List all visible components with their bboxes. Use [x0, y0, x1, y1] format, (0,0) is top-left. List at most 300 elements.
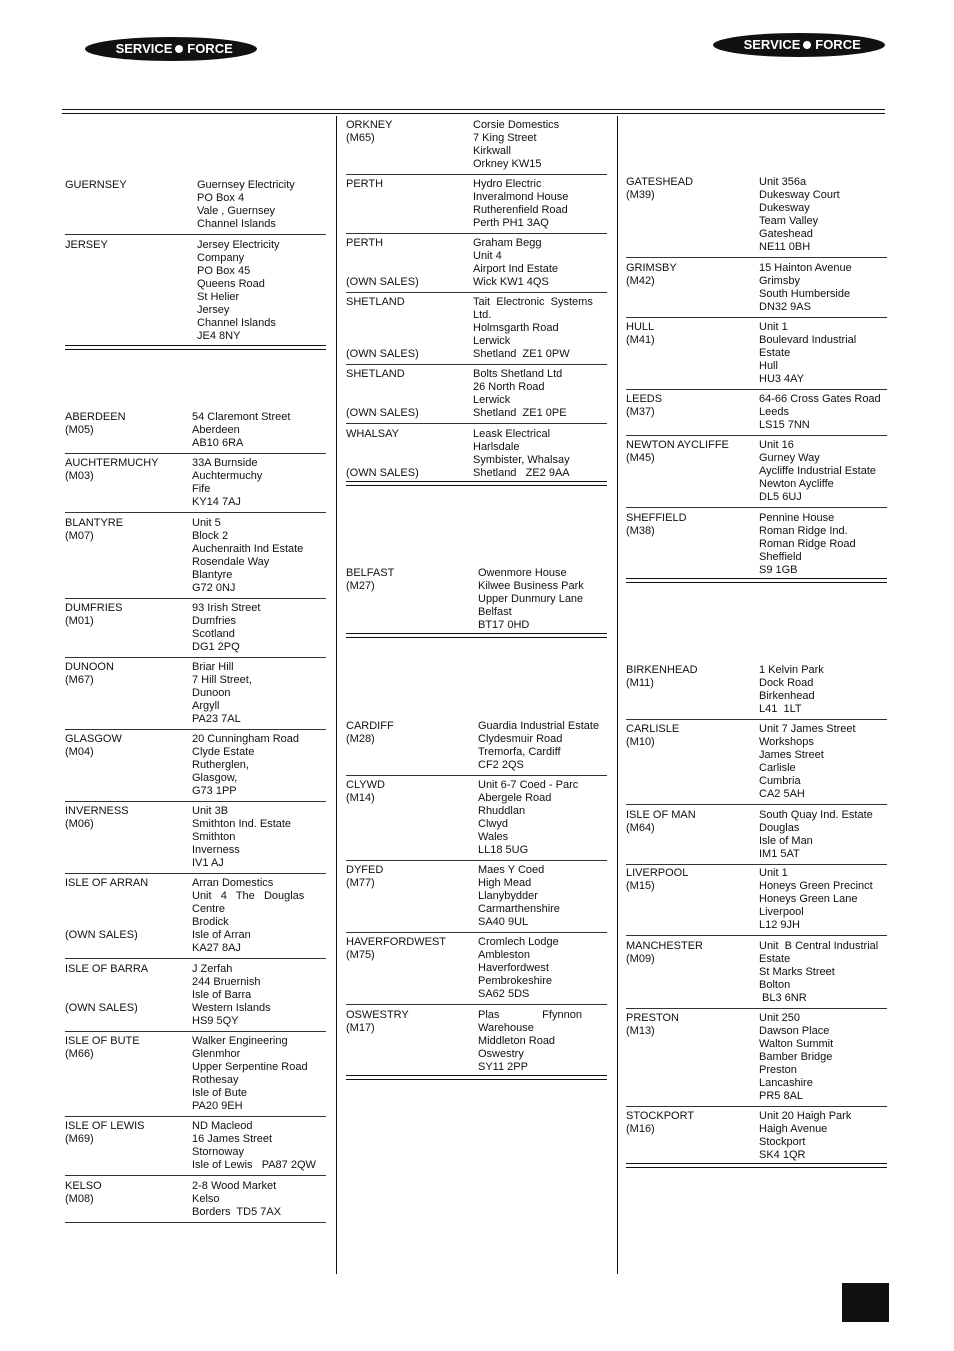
address-line: Airport Ind Estate: [473, 263, 558, 275]
address-line: Brodick: [192, 916, 229, 928]
svg-text:FORCE: FORCE: [187, 41, 233, 56]
entry-code: (M13): [626, 1025, 655, 1037]
entry-address: [192, 805, 291, 870]
address-line: Sheffield: [759, 551, 802, 563]
address-line: Tait Electronic Systems: [473, 296, 593, 308]
address-line: Belfast: [478, 606, 512, 618]
address-line: Jersey Electricity: [197, 239, 280, 251]
entry-own-sales: (OWN SALES): [346, 348, 419, 360]
address-line: 20 Cunningham Road: [192, 733, 300, 745]
address-line: Cromlech Lodge: [478, 936, 559, 948]
entry-city: ORKNEY: [346, 119, 393, 131]
address-line: JE4 8NY: [197, 330, 241, 342]
entry-address: [478, 567, 584, 632]
address-line: Tremorfa, Cardiff: [478, 746, 561, 758]
entry-separator: [346, 775, 607, 776]
address-line: Dumfries: [192, 615, 237, 627]
address-line: Unit 4 The Douglas: [192, 890, 305, 902]
entry-own-sales: (OWN SALES): [346, 467, 419, 479]
address-line: Carmarthenshire: [478, 903, 560, 915]
entry-city: WHALSAY: [346, 428, 399, 440]
address-line: South Quay Ind. Estate: [759, 809, 873, 821]
address-line: Haverfordwest: [478, 962, 549, 974]
address-line: Pennine House: [759, 512, 835, 524]
address-line: Bolts Shetland Ltd: [473, 368, 563, 380]
address-line: Honeys Green Precinct: [759, 880, 873, 892]
service-force-logo-left: [84, 36, 258, 62]
address-line: KA27 8AJ: [192, 942, 241, 954]
address-line: Guernsey Electricity: [197, 179, 295, 191]
address-line: SA40 9UL: [478, 916, 529, 928]
entry-address: [759, 321, 856, 386]
address-line: Rutherenfield Road: [473, 204, 568, 216]
address-line: Jersey: [197, 304, 230, 316]
entry-code: (M10): [626, 736, 655, 748]
address-line: Workshops: [759, 736, 814, 748]
address-line: Leeds: [759, 406, 789, 418]
address-line: Fife: [192, 483, 211, 495]
entry-address: [478, 864, 560, 929]
address-line: 7 Hill Street,: [192, 674, 252, 686]
address-line: Roman Ridge Ind.: [759, 525, 848, 537]
entry-address: [759, 512, 856, 577]
address-line: Unit 6-7 Coed - Parc: [478, 779, 579, 791]
entry-city: DYFED: [346, 864, 384, 876]
entry-address: [192, 602, 260, 654]
address-line: Kirkwall: [473, 145, 511, 157]
address-line: Ambleston: [478, 949, 530, 961]
entry-separator: [346, 423, 607, 424]
column-divider-1: [336, 116, 337, 1274]
address-line: Unit 4: [473, 250, 502, 262]
entry-code: (M09): [626, 953, 655, 965]
address-line: Centre: [192, 903, 226, 915]
address-line: SK4 1QR: [759, 1149, 806, 1161]
address-line: Upper Dunmury Lane: [478, 593, 584, 605]
entry-city: PRESTON: [626, 1012, 679, 1024]
section-double-rule: [346, 1075, 607, 1080]
entry-code: (M38): [626, 525, 655, 537]
entry-separator: [65, 598, 326, 599]
address-line: Western Islands: [192, 1002, 271, 1014]
entry-address: [759, 176, 840, 254]
entry-code: (M42): [626, 275, 655, 287]
address-line: Newton Aycliffe: [759, 478, 834, 490]
address-line: Inveralmond House: [473, 191, 569, 203]
address-line: DG1 2PQ: [192, 641, 240, 653]
entry-code: (M15): [626, 880, 655, 892]
address-line: Clwyd: [478, 818, 508, 830]
entry-address: [192, 733, 299, 798]
entry-code: (M28): [346, 733, 375, 745]
address-line: Gateshead: [759, 228, 813, 240]
address-line: Oswestry: [478, 1048, 524, 1060]
address-line: Pembrokeshire: [478, 975, 552, 987]
address-line: PO Box 45: [197, 265, 251, 277]
entry-code: (M16): [626, 1123, 655, 1135]
address-line: Hydro Electric: [473, 178, 542, 190]
address-line: Orkney KW15: [473, 158, 542, 170]
entry-separator: [346, 364, 607, 365]
address-line: Dukesway Court: [759, 189, 840, 201]
address-line: Unit 3B: [192, 805, 229, 817]
address-line: IM1 5AT: [759, 848, 800, 860]
address-line: 7 King Street: [473, 132, 537, 144]
address-line: Dock Road: [759, 677, 814, 689]
address-line: LS15 7NN: [759, 419, 810, 431]
address-line: Smithton: [192, 831, 236, 843]
section-double-rule: [346, 633, 607, 638]
entry-city: SHEFFIELD: [626, 512, 687, 524]
entry-separator: [65, 958, 326, 959]
address-line: Estate: [759, 953, 791, 965]
entry-separator: [65, 1116, 326, 1117]
entry-address: [192, 1120, 316, 1172]
entry-city: ISLE OF BUTE: [65, 1035, 140, 1047]
address-line: Inverness: [192, 844, 240, 856]
address-line: 16 James Street: [192, 1133, 273, 1145]
entry-address: [192, 661, 252, 726]
address-line: Block 2: [192, 530, 229, 542]
entry-separator: [346, 932, 607, 933]
entry-address: [192, 1180, 281, 1219]
entry-city: PERTH: [346, 237, 384, 249]
entry-code: (M41): [626, 334, 655, 346]
entry-address: [759, 867, 873, 932]
address-line: Auchenraith Ind Estate: [192, 543, 304, 555]
address-line: Carlisle: [759, 762, 796, 774]
address-line: Isle of Arran: [192, 929, 251, 941]
address-line: 2-8 Wood Market: [192, 1180, 277, 1192]
address-line: S9 1GB: [759, 564, 798, 576]
address-line: Stornoway: [192, 1146, 244, 1158]
entry-city: ISLE OF MAN: [626, 809, 696, 821]
entry-city: BIRKENHEAD: [626, 664, 698, 676]
entry-city: OSWESTRY: [346, 1009, 409, 1021]
entry-code: (M39): [626, 189, 655, 201]
address-line: Shetland ZE2 9AA: [473, 467, 570, 479]
address-line: Rothesay: [192, 1074, 239, 1086]
address-line: Glasgow,: [192, 772, 238, 784]
address-line: Bamber Bridge: [759, 1051, 833, 1063]
entry-separator: [346, 860, 607, 861]
entry-address: [478, 779, 578, 857]
entry-code: (M67): [65, 674, 94, 686]
address-line: Middleton Road: [478, 1035, 556, 1047]
address-line: Estate: [759, 347, 791, 359]
address-line: 33A Burnside: [192, 457, 258, 469]
address-line: Argyll: [192, 700, 220, 712]
address-line: 244 Bruernish: [192, 976, 261, 988]
address-line: Holmsgarth Road: [473, 322, 559, 334]
address-line: Rhuddlan: [478, 805, 526, 817]
address-line: Channel Islands: [197, 317, 276, 329]
entry-city: GATESHEAD: [626, 176, 694, 188]
address-line: Lancashire: [759, 1077, 813, 1089]
address-line: Liverpool: [759, 906, 804, 918]
entry-address: [478, 1009, 582, 1074]
address-line: Warehouse: [478, 1022, 534, 1034]
address-line: Isle of Bute: [192, 1087, 248, 1099]
address-line: SY11 2PP: [478, 1061, 528, 1073]
address-line: Isle of Barra: [192, 989, 252, 1001]
address-line: Dawson Place: [759, 1025, 830, 1037]
address-line: 15 Hainton Avenue: [759, 262, 852, 274]
section-double-rule: [626, 578, 887, 583]
address-line: Dunoon: [192, 687, 231, 699]
entry-separator: [65, 801, 326, 802]
address-line: Corsie Domestics: [473, 119, 560, 131]
entry-city: GRIMSBY: [626, 262, 677, 274]
header-rule-top: [62, 109, 885, 110]
entry-address: [192, 877, 304, 955]
entry-city: CARLISLE: [626, 723, 680, 735]
entry-city: HULL: [626, 321, 655, 333]
address-line: Wick KW1 4QS: [473, 276, 549, 288]
header-rule-bottom: [62, 113, 885, 114]
address-line: DL5 6UJ: [759, 491, 802, 503]
address-line: Smithton Ind. Estate: [192, 818, 292, 830]
entry-city: NEWTON AYCLIFFE: [626, 439, 729, 451]
entry-separator: [626, 864, 887, 865]
address-line: Kelso: [192, 1193, 220, 1205]
address-line: St Helier: [197, 291, 240, 303]
address-line: KY14 7AJ: [192, 496, 241, 508]
entry-code: (M75): [346, 949, 375, 961]
address-line: Stockport: [759, 1136, 806, 1148]
address-line: BT17 0HD: [478, 619, 530, 631]
entry-separator: [346, 1004, 607, 1005]
address-line: Roman Ridge Road: [759, 538, 856, 550]
address-line: Rosendale Way: [192, 556, 270, 568]
entry-city: BLANTYRE: [65, 517, 124, 529]
address-line: Walker Engineering: [192, 1035, 288, 1047]
entry-own-sales: (OWN SALES): [65, 1002, 138, 1014]
entry-code: (M11): [626, 677, 654, 689]
entry-own-sales: (OWN SALES): [346, 276, 419, 288]
address-line: Unit 16: [759, 439, 794, 451]
address-line: Aberdeen: [192, 424, 240, 436]
entry-own-sales: (OWN SALES): [346, 407, 419, 419]
address-line: South Humberside: [759, 288, 851, 300]
address-line: Team Valley: [759, 215, 819, 227]
entry-city: AUCHTERMUCHY: [65, 457, 159, 469]
entry-address: [197, 179, 295, 231]
entry-city: INVERNESS: [65, 805, 129, 817]
entry-city: ISLE OF ARRAN: [65, 877, 149, 889]
address-line: Dukesway: [759, 202, 810, 214]
address-line: Symbister, Whalsay: [473, 454, 570, 466]
entry-city: ISLE OF LEWIS: [65, 1120, 145, 1132]
address-line: Unit 20 Haigh Park: [759, 1110, 852, 1122]
address-line: CA2 5AH: [759, 788, 805, 800]
address-line: PA23 7AL: [192, 713, 241, 725]
address-line: CF2 2QS: [478, 759, 524, 771]
svg-text:SERVICE: SERVICE: [743, 37, 801, 52]
entry-code: (M08): [65, 1193, 94, 1205]
entry-code: (M37): [626, 406, 655, 418]
entry-separator: [626, 804, 887, 805]
address-line: PA20 9EH: [192, 1100, 243, 1112]
entry-address: [473, 368, 567, 420]
entry-address: [759, 262, 852, 314]
entry-code: (M07): [65, 530, 94, 542]
entry-address: [192, 457, 262, 509]
address-line: Scotland: [192, 628, 235, 640]
address-line: Clyde Estate: [192, 746, 255, 758]
address-line: James Street: [759, 749, 824, 761]
address-line: BL3 6NR: [759, 992, 807, 1004]
svg-text:FORCE: FORCE: [815, 37, 861, 52]
entry-code: (M64): [626, 822, 655, 834]
address-line: Bolton: [759, 979, 791, 991]
entry-city: LIVERPOOL: [626, 867, 689, 879]
address-line: Company: [197, 252, 245, 264]
entry-address: [759, 809, 873, 861]
entry-separator: [626, 1106, 887, 1107]
page-number-tab: [842, 1283, 889, 1322]
address-line: 93 Irish Street: [192, 602, 261, 614]
entry-separator: [65, 873, 326, 874]
address-line: Rutherglen,: [192, 759, 249, 771]
entry-city: ABERDEEN: [65, 411, 126, 423]
entry-code: (M77): [346, 877, 375, 889]
address-line: LL18 5UG: [478, 844, 529, 856]
entry-address: [473, 428, 570, 480]
service-force-logo-right: [712, 32, 886, 58]
entry-address: [473, 296, 593, 361]
entry-code: (M66): [65, 1048, 94, 1060]
address-line: Lerwick: [473, 335, 511, 347]
entry-city: KELSO: [65, 1180, 102, 1192]
address-line: Clydesmuir Road: [478, 733, 563, 745]
entry-city: DUMFRIES: [65, 602, 123, 614]
address-line: ND Macleod: [192, 1120, 253, 1132]
address-line: Birkenhead: [759, 690, 815, 702]
entry-separator: [626, 1008, 887, 1009]
address-line: Isle of Man: [759, 835, 813, 847]
entry-code: (M01): [65, 615, 94, 627]
entry-city: LEEDS: [626, 393, 663, 405]
entry-address: [192, 1035, 308, 1113]
address-line: Hull: [759, 360, 778, 372]
address-line: St Marks Street: [759, 966, 835, 978]
entry-city: SHETLAND: [346, 368, 405, 380]
entry-city: CLYWD: [346, 779, 385, 791]
address-line: Aycliffe Industrial Estate: [759, 465, 876, 477]
entry-city: BELFAST: [346, 567, 395, 579]
entry-separator: [626, 317, 887, 318]
entry-city: SHETLAND: [346, 296, 405, 308]
entry-address: [759, 1012, 833, 1103]
address-line: Ltd.: [473, 309, 492, 321]
entry-address: [759, 1110, 851, 1162]
entry-code: (M69): [65, 1133, 94, 1145]
address-line: Boulevard Industrial: [759, 334, 857, 346]
entry-code: (M06): [65, 818, 94, 830]
address-line: 54 Claremont Street: [192, 411, 291, 423]
entry-separator: [626, 719, 887, 720]
entry-city: MANCHESTER: [626, 940, 704, 952]
column-divider-2: [617, 116, 618, 1274]
entry-code: (M17): [346, 1022, 375, 1034]
address-line: Channel Islands: [197, 218, 276, 230]
address-line: Glenmhor: [192, 1048, 241, 1060]
entry-address: [478, 720, 599, 772]
entry-separator: [65, 657, 326, 658]
entry-code: (M65): [346, 132, 375, 144]
address-line: HU3 4AY: [759, 373, 805, 385]
section-double-rule: [65, 345, 326, 350]
entry-address: [759, 940, 878, 1005]
entry-code: (M05): [65, 424, 94, 436]
address-line: Unit 1: [759, 867, 788, 879]
address-line: Vale , Guernsey: [197, 205, 276, 217]
entry-city: GUERNSEY: [65, 179, 127, 191]
entry-address: [192, 411, 290, 450]
address-line: Shetland ZE1 0PE: [473, 407, 567, 419]
address-line: J Zerfah: [192, 963, 233, 975]
entry-address: [759, 393, 881, 432]
address-line: Cumbria: [759, 775, 801, 787]
address-line: G73 1PP: [192, 785, 237, 797]
entry-city: HAVERFORDWEST: [346, 936, 447, 948]
entry-separator: [65, 729, 326, 730]
entry-separator: [65, 1222, 326, 1223]
entry-code: (M27): [346, 580, 375, 592]
entry-separator: [626, 435, 887, 436]
address-line: High Mead: [478, 877, 532, 889]
address-line: DN32 9AS: [759, 301, 811, 313]
address-line: NE11 0BH: [759, 241, 811, 253]
address-line: Perth PH1 3AQ: [473, 217, 549, 229]
entry-city: JERSEY: [65, 239, 108, 251]
entry-city: GLASGOW: [65, 733, 122, 745]
entry-separator: [65, 1175, 326, 1176]
entry-separator: [65, 234, 326, 235]
address-line: G72 0NJ: [192, 582, 236, 594]
entry-own-sales: (OWN SALES): [65, 929, 138, 941]
address-line: L41 1LT: [759, 703, 802, 715]
address-line: Plas Ffynnon: [478, 1009, 582, 1021]
entry-separator: [626, 935, 887, 936]
entry-code: (M03): [65, 470, 94, 482]
entry-address: [473, 237, 558, 289]
address-line: Abergele Road: [478, 792, 552, 804]
entry-code: (M04): [65, 746, 94, 758]
entry-address: [192, 517, 303, 595]
entry-separator: [65, 512, 326, 513]
address-line: IV1 AJ: [192, 857, 224, 869]
entry-code: (M45): [626, 452, 655, 464]
address-line: Briar Hill: [192, 661, 234, 673]
address-line: Arran Domestics: [192, 877, 274, 889]
address-line: Leask Electrical: [473, 428, 551, 440]
address-line: 64-66 Cross Gates Road: [759, 393, 881, 405]
address-line: Harlsdale: [473, 441, 520, 453]
section-double-rule: [626, 1163, 887, 1168]
entry-address: [759, 664, 824, 716]
svg-text:SERVICE: SERVICE: [115, 41, 173, 56]
address-line: AB10 6RA: [192, 437, 244, 449]
address-line: Lerwick: [473, 394, 511, 406]
entry-city: PERTH: [346, 178, 384, 190]
address-line: Wales: [478, 831, 509, 843]
address-line: Maes Y Coed: [478, 864, 545, 876]
address-line: HS9 5QY: [192, 1015, 239, 1027]
address-line: Gurney Way: [759, 452, 820, 464]
address-line: Haigh Avenue: [759, 1123, 828, 1135]
